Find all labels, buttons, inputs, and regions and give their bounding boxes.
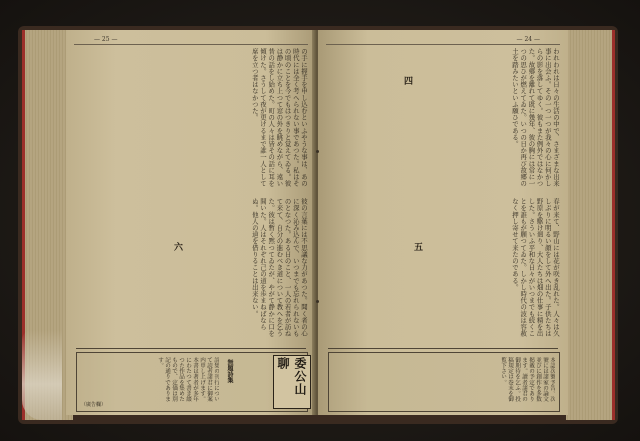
left-header-rule [74, 44, 308, 45]
left-ad-subtitle: 無題詩集 [226, 359, 233, 383]
right-section-mark-lower: 五 [414, 243, 424, 253]
right-page-number: — 24 — [516, 36, 540, 43]
right-section-mark-upper: 四 [404, 77, 414, 87]
binding-hole [316, 300, 319, 303]
right-lower-text: 春が来て、野山には花が咲き乱れた。人々は久しぶりに明るい顔をして外へ出た。子供たちは野原を駆け廻り、大人たちは畑の仕事に精を出した。さういふ平和な日々がいつまでも続くことを誰もが願つてゐた。しかし時代の波は容赦なく押し寄せて来たのである。 [510, 198, 560, 337]
left-upper-text: の手に握手を申し込むといふやうな事は、あの時代には全く考へられない事であつた。私はその頃のことを今でもはつきりと覚えてゐる。彼は静かに立ち上つて窓の外を眺めながら、遠い昔の話をし始めた。町の人々は皆その話に耳を傾けた。さうして夜が更けるまで誰一人として席を立つ者はなかつた。 [250, 48, 308, 187]
left-ad-text: 詩集の刊行について読者諸君に御案内申し上げます。本書は著者が多年にわたつて書き綴つた作品を集めたもので、定価は別記の通りであります。 [157, 357, 219, 402]
left-lower-text: 彼の言葉には不思議な力があつた。聞く者の心に深く沁み込んで、いつまでも忘れられないものとなつた。ある日のこと、一人の若者が訪ねて来て、自分の進むべき道について教へを乞うた。彼は暫く黙つてゐたが、やがて静かに口を開いた。人はそれぞれ己の道を歩まねばならぬ。他人の道を借りることは出来ない。 [250, 198, 308, 337]
binding-hole [316, 150, 319, 153]
right-ad-text: 本誌次號予告。次號には諸家の論文並びに創作を多数掲載の予定であります。讀者諸君の御期待を乞ふ。投稿規定は巻末を御覧下さい。 [500, 357, 555, 402]
left-mid-rule [76, 348, 306, 349]
left-ad-note: （廣告欄） [81, 402, 107, 408]
left-section-mark: 六 [174, 243, 184, 253]
right-page [318, 30, 568, 415]
right-upper-text: われわれは日々の生活の中で、さまざまな出来事に出会ふ。その一つ一つが我々の心に何かしらの影を落してゆく。彼もまた例外ではなかつた。故郷を離れて既に幾年、彼の胸には常に一つの思ひが燃えてゐた。いつの日か再び故郷の土を踏みたいといふ願ひである。 [510, 48, 560, 187]
left-ad-box [76, 352, 308, 412]
right-mid-rule [328, 348, 558, 349]
left-ad-title: 委公山聊 [273, 355, 311, 409]
right-page-edges [566, 30, 615, 420]
left-page [66, 30, 316, 415]
right-ad-box [328, 352, 560, 412]
left-page-number: — 25 — [94, 36, 118, 43]
right-header-rule [326, 44, 560, 45]
page-edge-damage [22, 330, 62, 420]
